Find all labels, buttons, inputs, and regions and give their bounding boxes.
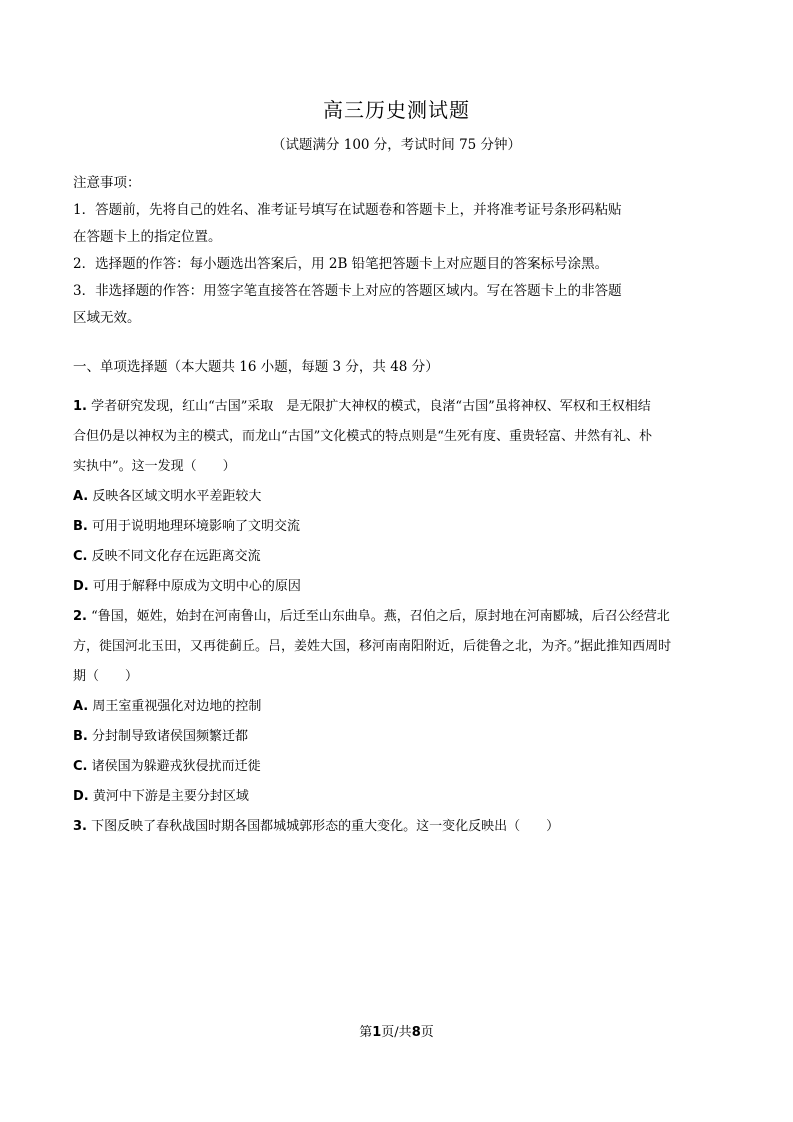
question-stem-line: [73, 812, 733, 842]
answer-option: [73, 692, 733, 722]
option-letter: B.: [73, 519, 88, 534]
question-text: 下图反映了春秋战国时期各国都城城郭形态的重大变化。这一变化反映出（ ）: [91, 819, 560, 834]
answer-option: [73, 722, 733, 752]
answer-option: [73, 512, 733, 542]
section-heading: 一、单项选择题（本大题共 16 小题，每题 3 分，共 48 分）: [73, 359, 439, 375]
instruction-line: 3．非选择题的作答：用签字笔直接答在答题卡上对应的答题区域内。写在答题卡上的非答题: [73, 283, 622, 299]
option-letter: A.: [73, 699, 89, 714]
question-text: 学者研究发现，红山“古国”采取 是无限扩大神权的模式，良渚“古国”虽将神权、军权和王权相结: [91, 399, 651, 414]
answer-option: [73, 752, 733, 782]
question-stem-line: 期（ ）: [73, 669, 139, 684]
answer-option: [73, 572, 733, 602]
instructions-heading: 注意事项：: [73, 175, 141, 191]
option-text: 可用于说明地理环境影响了文明交流: [92, 519, 301, 534]
exam-info: （试题满分 100 分，考试时间 75 分钟）: [271, 137, 522, 153]
question-stem-line: 合但仍是以神权为主的模式，而龙山“古国”文化模式的特点则是“生死有度、重贵轻富、井然有礼、朴: [73, 429, 652, 444]
instructions: [73, 170, 733, 332]
answer-option: [73, 782, 733, 812]
instruction-line: 2．选择题的作答：每小题选出答案后，用 2B 铅笔把答题卡上对应题目的答案标号涂黑。: [73, 256, 609, 272]
option-letter: D.: [73, 579, 89, 594]
option-text: 周王室重视强化对边地的控制: [92, 699, 262, 714]
question-text: “鲁国，姬姓，始封在河南鲁山，后迁至山东曲阜。燕，召伯之后，原封地在河南郾城，后召公经营北: [91, 609, 670, 624]
question-2: [73, 602, 733, 812]
instruction-line: 区域无效。: [73, 310, 141, 326]
question-stem-line: [73, 602, 733, 632]
footer-suffix: 页: [420, 1025, 434, 1040]
option-letter: B.: [73, 729, 88, 744]
footer-prefix: 第: [359, 1025, 373, 1040]
question-stem-line: [73, 392, 733, 422]
option-text: 诸侯国为躲避戎狄侵扰而迁徙: [91, 759, 261, 774]
page-footer: [0, 1024, 793, 1042]
option-text: 反映各区域文明水平差距较大: [92, 489, 262, 504]
option-letter: A.: [73, 489, 89, 504]
answer-option: [73, 482, 733, 512]
question-number: 3.: [73, 819, 87, 834]
answer-option: [73, 542, 733, 572]
footer-middle: 页/共: [381, 1025, 412, 1040]
page-total: 8: [411, 1025, 421, 1040]
option-letter: C.: [73, 759, 88, 774]
question-list: [73, 392, 733, 842]
option-text: 可用于解释中原成为文明中心的原因: [92, 579, 301, 594]
option-text: 反映不同文化存在远距离交流: [91, 549, 261, 564]
instruction-line: 在答题卡上的指定位置。: [73, 229, 222, 245]
question-stem-line: 实执中”。这一发现（ ）: [73, 459, 236, 474]
question-number: 1.: [73, 399, 87, 414]
option-letter: D.: [73, 789, 89, 804]
option-text: 分封制导致诸侯国频繁迁都: [92, 729, 249, 744]
question-3: [73, 812, 733, 842]
option-text: 黄河中下游是主要分封区域: [92, 789, 249, 804]
option-letter: C.: [73, 549, 88, 564]
page-title: 高三历史测试题: [323, 98, 470, 122]
page-number: 1: [372, 1025, 382, 1040]
instruction-line: 1．答题前，先将自己的姓名、准考证号填写在试题卷和答题卡上，并将准考证号条形码粘贴: [73, 202, 622, 218]
question-number: 2.: [73, 609, 87, 624]
question-1: [73, 392, 733, 602]
question-stem-line: 方，徙国河北玉田，又再徙蓟丘。吕，姜姓大国，移河南南阳附近，后徙鲁之北，为齐。”据此推知西周时: [73, 639, 672, 654]
